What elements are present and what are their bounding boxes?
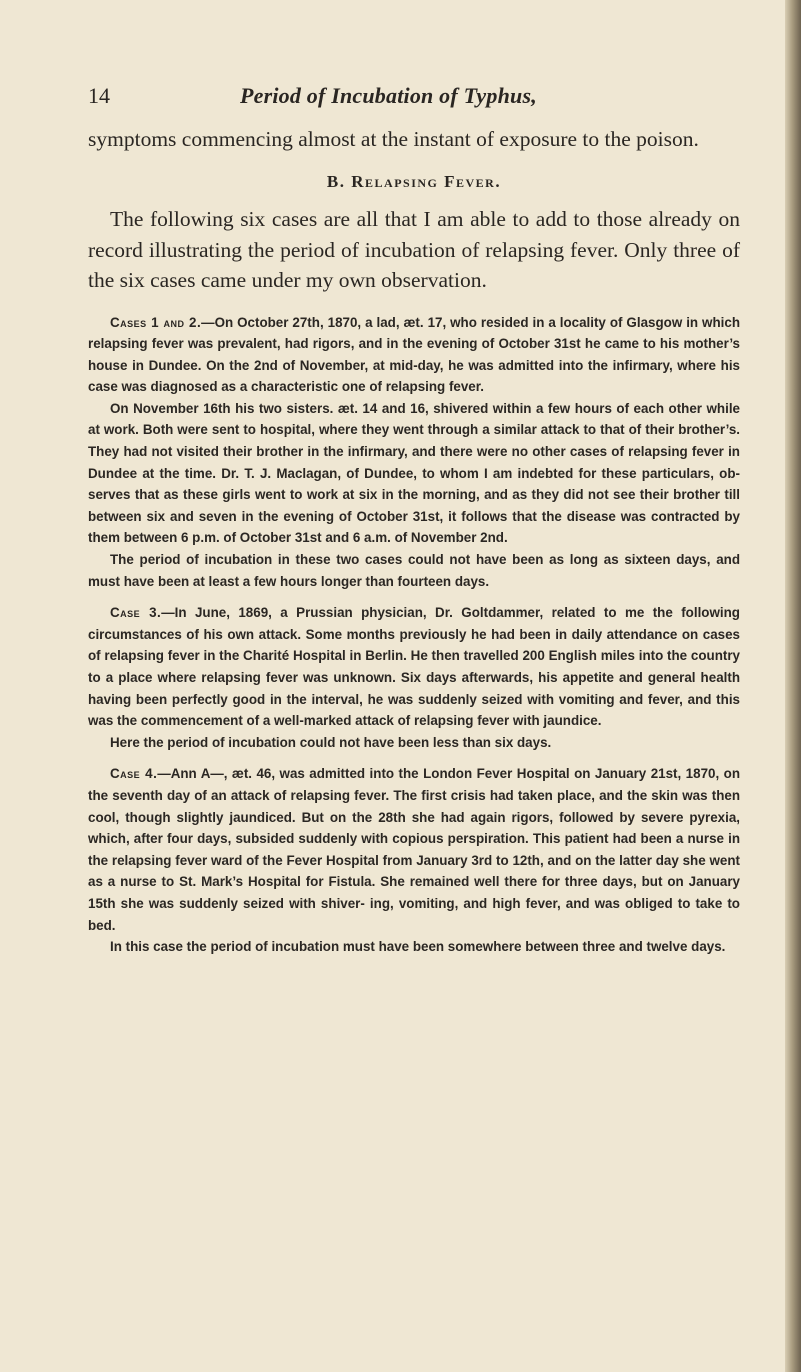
lead-paragraph: symptoms commencing almost at the instant of exposure to the poison. <box>88 127 699 151</box>
case-3-conclusion-paragraph: Here the period of incubation could not have been less than six days. <box>110 734 552 750</box>
section-heading: B. Relapsing Fever. <box>326 172 502 191</box>
case-text: —Ann A—, æt. 46, was admitted into the London Fever Hospital on January 21st, 1870, on the seventh day of an attack of relapsing fever. The first crisis had taken place, and the skin was then cool, though slightly jaundiced. But on the 28th she had again rigors, followed by severe pyrexia, which, after four days, subsided suddenly with copious perspiration. This patient had been a nurse in the relapsing fever ward of the Fever Hospital from January 3rd to 12th, and on the latter day she went as a nurse to St. Mark’s Hospital for Fistula. She remained well there for three days, but on January 15th she was suddenly seized with shiver- ing, vomiting, and high fever, and was obliged to take to bed. <box>88 766 740 933</box>
running-title: Period of Incubation of Typhus, <box>240 83 537 108</box>
case-3-paragraph <box>88 602 740 732</box>
page-content <box>88 124 740 958</box>
page-edge-shadow <box>785 0 801 1372</box>
case-label: Cases 1 and 2. <box>110 314 202 330</box>
cases-1-2-paragraph <box>88 312 740 398</box>
page-header <box>88 83 738 113</box>
intro-paragraph: The following six cases are all that I am able to add to those already on record illustrating the period of incubation of relapsing fever. Only three of the six cases came under my own observation. <box>88 207 740 292</box>
cases-1-2-sisters-paragraph: On November 16th his two sisters. æt. 14 and 16, shivered within a few hours of each other while at work. Both were sent to hospital, where they went through a similar attack to that of their brother’s. They had not visited their brother in the infirmary, and there were no other cases of relapsing fever in Dundee at the time. Dr. T. J. Maclagan, of Dundee, to whom I am indebted for these particulars, ob- serves that as these girls went to work at six in the morning, and as they did not see their brother till between six and seven in the evening of October 31st, it follows that the disease was contracted by them between 6 p.m. of October 31st and 6 a.m. of November 2nd. <box>88 400 740 546</box>
case-text: —In June, 1869, a Prussian physician, Dr. Goltdammer, related to me the following circumstances of his own attack. Some months previously he had been in daily attendance on cases of relapsing fever in the Charité Hospital in Berlin. He then travelled 200 English miles into the country to a place where relapsing fever was unknown. Six days afterwards, his appetite and general health having been perfectly good in the interval, he was suddenly seized with vomiting and fever, and this was the commencement of a well-marked attack of relapsing fever with jaundice. <box>88 605 740 729</box>
cases-1-2-conclusion-paragraph: The period of incubation in these two cases could not have been as long as sixteen days, and must have been at least a few hours longer than fourteen days. <box>88 552 740 589</box>
page-number: 14 <box>88 83 110 108</box>
case-label: Case 4. <box>110 766 158 782</box>
case-4-conclusion-paragraph: In this case the period of incubation must have been somewhere between three and twelve days. <box>110 939 726 955</box>
case-label: Case 3. <box>110 605 162 621</box>
case-4-paragraph <box>88 763 740 936</box>
case-text: —On October 27th, 1870, a lad, æt. 17, who resided in a locality of Glasgow in which relapsing fever was prevalent, had rigors, and in the evening of October 31st he came to his mother’s house in Dundee. On the 2nd of November, at mid-day, he was admitted into the infirmary, where his case was diagnosed as a characteristic one of relapsing fever. <box>88 314 740 395</box>
